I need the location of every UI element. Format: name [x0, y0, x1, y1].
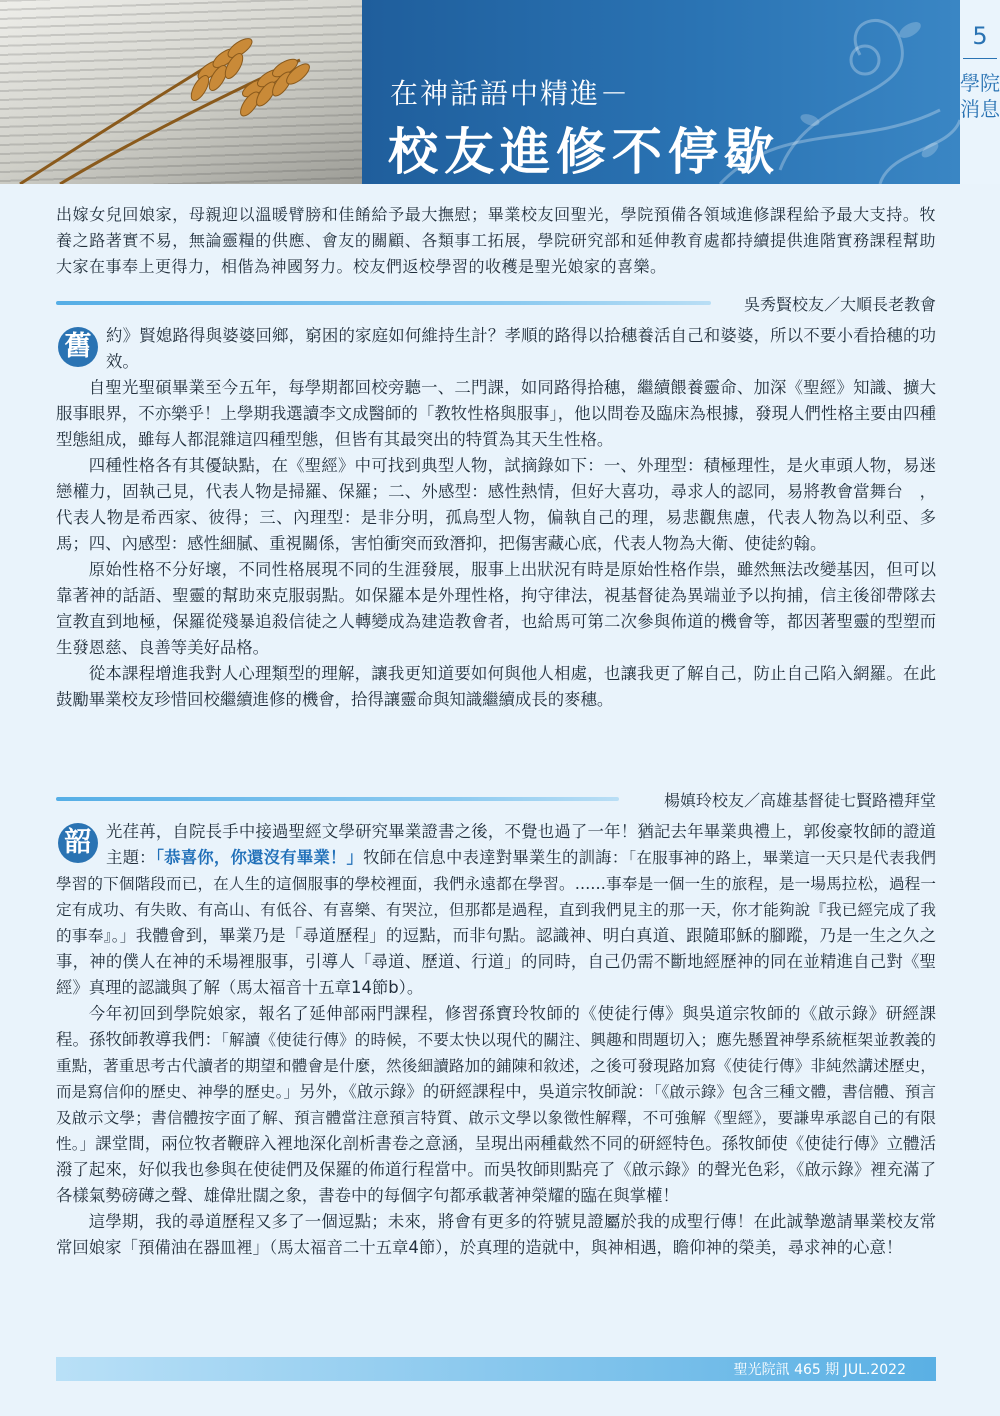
page-number: 5 [972, 22, 988, 50]
revelation-teaching-quote: 「《啟示錄》包含三種文體，書信體、預言及啟示文學；書信體按字面了解、預言體當注意預言特質、啟示文學以象徵性解釋，不可強解《聖經》，要謙卑承認自己的有限性。」 [56, 1083, 936, 1153]
title-subheading: 在神話語中精進－ [390, 77, 631, 110]
article2-author: 楊嫃玲校友／高雄基督徒七賢路禮拜堂 [663, 791, 936, 810]
article2-paragraph-3: 這學期，我的尋道歷程又多了一個逗點；未來，將會有更多的符號見證屬於我的成聖行傳！在此誠摯邀請畢業校友常常回娘家「預備油在器皿裡」（馬太福音二十五章4節），於真理的造就中，與神相遇，瞻仰神的榮美，尋求神的心意！ [56, 1212, 936, 1257]
article2-p2-text-a: 今年初回到學院娘家，報名了延伸部兩門課程，修習孫寶玲牧師的《使徒行傳》與吳道宗牧師的《啟示錄》研經課程。孫牧師教導我們： [56, 1004, 936, 1049]
article2-paragraph-1 [56, 819, 936, 1001]
article2-body [56, 819, 936, 1261]
sermon-quote: 「在服事神的路上，畢業這一天只是代表我們學習的下個階段而已，在人生的這個服事的學校裡面，我們永遠都在學習。……事奉是一個一生的旅程，是一場馬拉松，過程一定有成功、有失敗、有高山、有低谷、有喜樂、有哭泣，但那都是過程，直到我們見主的那一天，你才能夠說『我已經完成了我的事奉』。」 [56, 849, 936, 945]
section-label: 學院消息 [960, 71, 1000, 121]
page-header [0, 0, 1000, 184]
article2-p2-text-b: 另外，《啟示錄》的研經課程中，吳道宗牧師說： [299, 1082, 654, 1101]
sermon-title-emphasis: 「恭喜你，你還沒有畢業！」 [155, 848, 364, 867]
article1-body [56, 323, 936, 713]
article2-p2-text-c: 課堂間，兩位牧者鞭辟入裡地深化剖析書卷之意涵，呈現出兩種截然不同的研經特色。孫牧師使《使徒行傳》立體活潑了起來，好似我也參與在使徒們及保羅的佈道行程當中。而吳牧師則點亮了《啟示錄》的聲光色彩，《啟示錄》裡充滿了各樣氣勢磅礡之聲、雄偉壯闊之象，書卷中的每個字句都承載著神榮耀的臨在與掌權！ [56, 1134, 937, 1205]
title-banner [362, 0, 960, 184]
article1-paragraph-2: 自聖光聖碩畢業至今五年，每學期都回校旁聽一、二門課，如同路得拾穗，繼續餵養靈命、加深《聖經》知識、擴大服事眼界，不亦樂乎！上學期我選讀李文成醫師的「教牧性格與服事」，他以問卷及臨床為根據，發現人們性格主要由四種型態組成，雖每人都混雜這四種型態，但皆有其最突出的特質為其天生性格。 [56, 378, 936, 449]
article2-divider [56, 797, 619, 801]
article1-paragraph-1-text: 約》賢媳路得與婆婆回鄉，窮困的家庭如何維持生計？孝順的路得以拾穗養活自己和婆婆，所以不要小看拾穗的功效。 [106, 326, 936, 371]
article2-p1-text-c: 我體會到，畢業乃是「尋道歷程」的逗點，而非句點。認識神、明白真道、跟隨耶穌的腳蹤，乃是一生之久之事，神的僕人在神的禾場裡服事，引導人「尋道、歷道、行道」的同時，自己仍需不斷地經歷神的同在並精進自己對《聖經》真理的認識與了解（馬太福音十五章14節b）。 [56, 926, 937, 997]
article1-paragraph-3: 四種性格各有其優缺點，在《聖經》中可找到典型人物，試摘錄如下：一、外理型：積極理性，是火車頭人物，易迷戀權力，固執己見，代表人物是掃羅、保羅；二、外感型：感性熱情，但好大喜功，尋求人的認同，易將教會當舞台 ，代表人物是希西家、彼得；三、內理型：是非分明，孤鳥型人物，偏執自己的理，易悲觀焦慮，代表人物為以利亞、多馬；四、內感型：感性細膩、重視關係，害怕衝突而致潛抑，把傷害藏心底，代表人物為大衛、使徒約翰。 [56, 456, 936, 553]
footer-bar [56, 1357, 936, 1381]
article2-p1-text-b: 牧師在信息中表達對畢業生的訓誨： [363, 848, 629, 867]
footer-issue-info: 聖光院訊 465 期 JUL.2022 [733, 1362, 906, 1378]
side-tab-divider [963, 58, 997, 59]
article1-paragraph-5: 從本課程增進我對人心理類型的理解，讓我更知道要如何與他人相處，也讓我更了解自己，防止自己陷入網羅。在此鼓勵畢業校友珍惜回校繼續進修的機會，拾得讓靈命與知識繼續成長的麥穗。 [56, 664, 936, 709]
intro-paragraph: 出嫁女兒回娘家，母親迎以溫暖臂膀和佳餚給予最大撫慰；畢業校友回聖光，學院預備各領域進修課程給予最大支持。牧養之路著實不易，無論靈糧的供應、會友的關顧、各類事工拓展，學院研究部和延伸教育處都持續提供進階實務課程幫助大家在事奉上更得力，相偕為神國努力。校友們返校學習的收穫是聖光娘家的喜樂。 [56, 205, 936, 276]
header-photo-wheat-bible [0, 0, 362, 184]
page-title: 校友進修不停歇 [388, 122, 780, 181]
article1-paragraph-4: 原始性格不分好壞，不同性格展現不同的生涯發展，服事上出狀況有時是原始性格作祟，雖然無法改變基因，但可以靠著神的話語、聖靈的幫助來克服弱點。如保羅本是外理性格，拘守律法，視基督徒為異端並予以拘捕，信主後卻帶隊去宣教直到地極，保羅從殘暴追殺信徒之人轉變成為建造教會者，也給馬可第二次參與佈道的機會等，都因著聖靈的型塑而生發恩慈、良善等美好品格。 [56, 560, 936, 657]
article2-dropcap: 韶 [58, 823, 98, 863]
article1-divider [56, 301, 711, 305]
wheat-illustration [0, 0, 362, 184]
article1-dropcap: 舊 [58, 327, 98, 367]
acts-teaching-quote: 「解讀《使徒行傳》的時候，不要太快以現代的關注、興趣和問題切入；應先懸置神學系統框架並教義的重點，著重思考古代讀者的期望和體會是什麼，然後細讀路加的鋪陳和敘述，之後可發現路加寫《使徒行傳》非純然講述歷史，而是寫信仰的歷史、神學的歷史。」 [56, 1031, 937, 1101]
article1-paragraph-1 [56, 323, 936, 375]
article1-author: 吳秀賢校友／大順長老教會 [743, 295, 936, 314]
article2-paragraph-2 [56, 1001, 936, 1209]
article2-p1-text-a: 光荏苒，自院長手中接過聖經文學研究畢業證書之後，不覺也過了一年！猶記去年畢業典禮上，郭俊豪牧師的證道主題： [106, 822, 936, 867]
